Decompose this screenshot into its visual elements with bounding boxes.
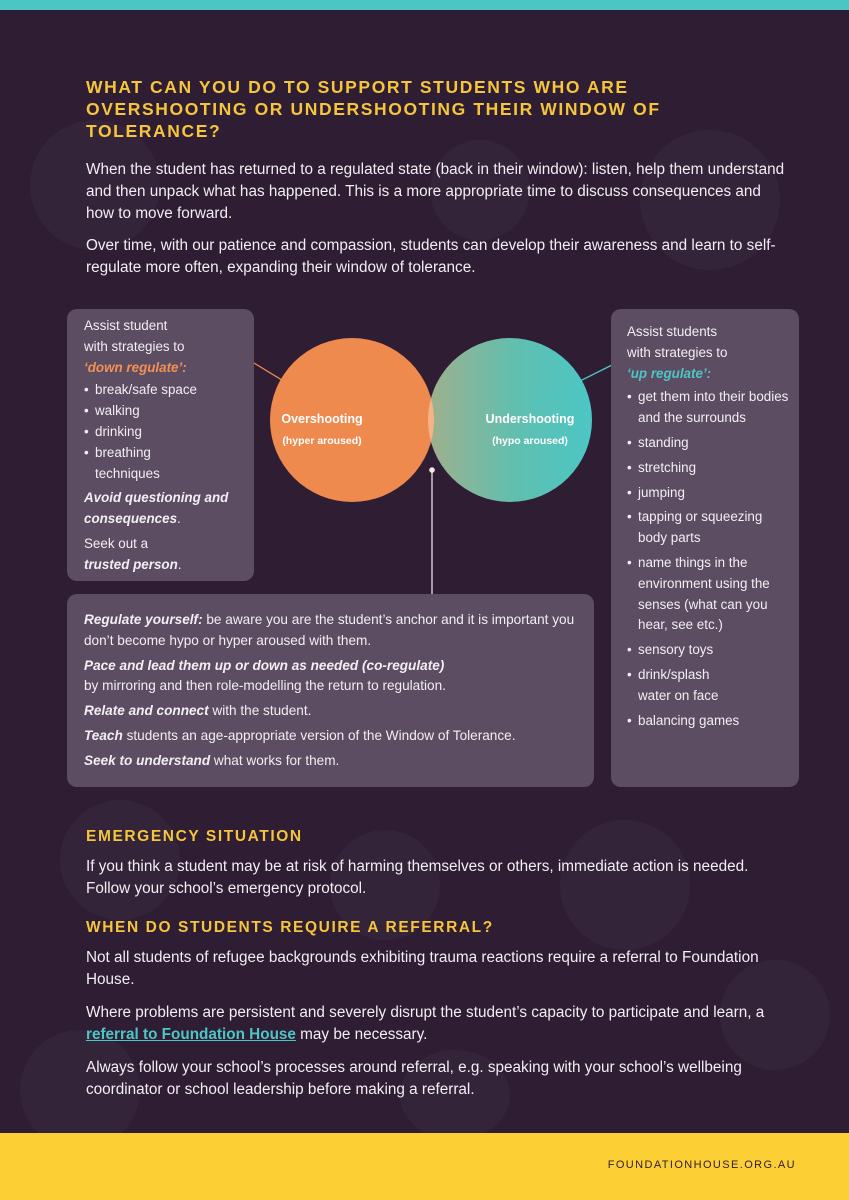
referral-paragraph-3: Always follow your school’s processes around referral, e.g. speaking with your school’s wellbeing coordinator or school leadership before making a referral. [86, 1059, 742, 1098]
connector-dot-right [532, 402, 537, 407]
up-regulate-quote-open: ‘ [627, 365, 631, 381]
avoid-questioning: Avoid questioning and consequences [84, 490, 229, 527]
referral-link[interactable]: referral to Foundation House [86, 1026, 296, 1043]
list-item: • walking [84, 401, 244, 422]
footer-url[interactable]: FOUNDATIONHOUSE.ORG.AU [607, 1159, 796, 1171]
list-item: • tapping or squeezing body parts [627, 507, 789, 549]
down-regulate-quote-open: ‘ [84, 359, 88, 375]
emergency-text: If you think a student may be at risk of harming themselves or others, immediate action is needed. Follow your school’s emergency protocol. [86, 858, 749, 897]
list-item: • balancing games [627, 711, 789, 732]
overshooting-subtitle: (hyper aroused) [282, 435, 362, 447]
down-regulate-quote-close: ’: [178, 359, 187, 375]
item-text: what works for them. [210, 752, 340, 768]
pace-and-lead-item [84, 656, 582, 698]
window-of-tolerance-diagram [240, 320, 630, 600]
relate-connect-item [84, 701, 582, 722]
up-regulate-intro-line2: with strategies to [627, 344, 728, 360]
item-text: students an age-appropriate version of the Window of Tolerance. [122, 727, 516, 743]
list-item: • sensory toys [627, 640, 789, 661]
list-item: • drinking [84, 422, 244, 443]
undershooting-subtitle: (hypo aroused) [492, 435, 568, 447]
trusted-person: trusted person [84, 556, 178, 572]
up-regulate-quote-close: ’: [702, 365, 712, 381]
item-bold: Regulate yourself: [84, 612, 203, 627]
list-item: • jumping [627, 483, 789, 504]
list-item: • standing [627, 433, 789, 454]
referral-text-after: may be necessary. [295, 1026, 428, 1043]
item-bold: Relate and connect [84, 703, 209, 719]
overshooting-title: Overshooting [281, 412, 363, 426]
list-item: • get them into their bodies and the surrounds [627, 387, 789, 429]
seek-out: Seek out a [84, 535, 149, 551]
teach-item [84, 726, 582, 747]
intro-paragraph-1: When the student has returned to a regulated state (back in their window): listen, help them understand and then unpack what has happened. This is a more appropriate time to discuss consequences and how to move forward. [86, 161, 785, 222]
item-bold: Pace and lead them up or down as needed (co-regulate) [84, 657, 445, 673]
item-text: with the student. [208, 703, 312, 719]
item-bold: Seek to understand [84, 752, 211, 768]
item-text: by mirroring and then role-modelling the return to regulation. [84, 678, 446, 694]
up-regulate-box [611, 309, 799, 787]
footer-bar [0, 1133, 849, 1200]
referral-text-before: Where problems are persistent and severely disrupt the student’s capacity to participate and learn, a [86, 1004, 765, 1021]
up-regulate-highlight: up regulate [630, 365, 703, 381]
up-regulate-intro [627, 322, 789, 384]
down-regulate-highlight: down regulate [87, 359, 179, 375]
regulate-yourself-item [84, 610, 582, 652]
intro-paragraph-2: Over time, with our patience and compassion, students can develop their awareness and learn to self-regulate more often, expanding their window of tolerance. [86, 237, 776, 276]
up-regulate-list [627, 387, 789, 731]
referral-paragraph-1: Not all students of refugee backgrounds exhibiting trauma reactions require a referral to Foundation House. [86, 949, 759, 988]
co-regulation-box [67, 594, 594, 787]
connector-dot-left [324, 405, 329, 410]
list-item: • breathing techniques [84, 443, 175, 485]
seek-text [84, 534, 244, 576]
undershooting-title: Undershooting [485, 412, 575, 426]
down-regulate-list [84, 380, 244, 484]
support-heading: WHAT CAN YOU DO TO SUPPORT STUDENTS WHO ARE OVERSHOOTING OR UNDERSHOOTING THEIR WINDOW OF TOLERANCE? [86, 77, 661, 141]
referral-paragraph-2 [86, 1002, 786, 1046]
top-accent-bar [0, 0, 849, 10]
down-regulate-intro [84, 316, 244, 378]
up-regulate-intro-line1: Assist students [627, 324, 718, 339]
list-item: • drink/splash water on face [627, 665, 738, 707]
avoid-end: . [177, 511, 181, 527]
trusted-end: . [177, 556, 182, 572]
list-item: • stretching [627, 458, 789, 479]
list-item: • break/safe space [84, 380, 244, 401]
emergency-heading: EMERGENCY SITUATION [86, 828, 303, 845]
item-text: be aware you are the student’s anchor and it is important you don’t become hypo or hyper aroused with them. [84, 612, 575, 648]
down-regulate-intro-line1: Assist student [84, 318, 168, 333]
avoid-text [84, 488, 244, 530]
referral-heading: WHEN DO STUDENTS REQUIRE A REFERRAL? [86, 919, 494, 936]
seek-to-understand-item [84, 751, 582, 772]
down-regulate-intro-line2: with strategies to [84, 338, 185, 354]
item-bold: Teach [84, 727, 123, 743]
down-regulate-box [67, 309, 254, 581]
connector-dot-center [429, 467, 435, 473]
list-item: • name things in the environment using the senses (what can you hear, see etc.) [627, 553, 789, 636]
